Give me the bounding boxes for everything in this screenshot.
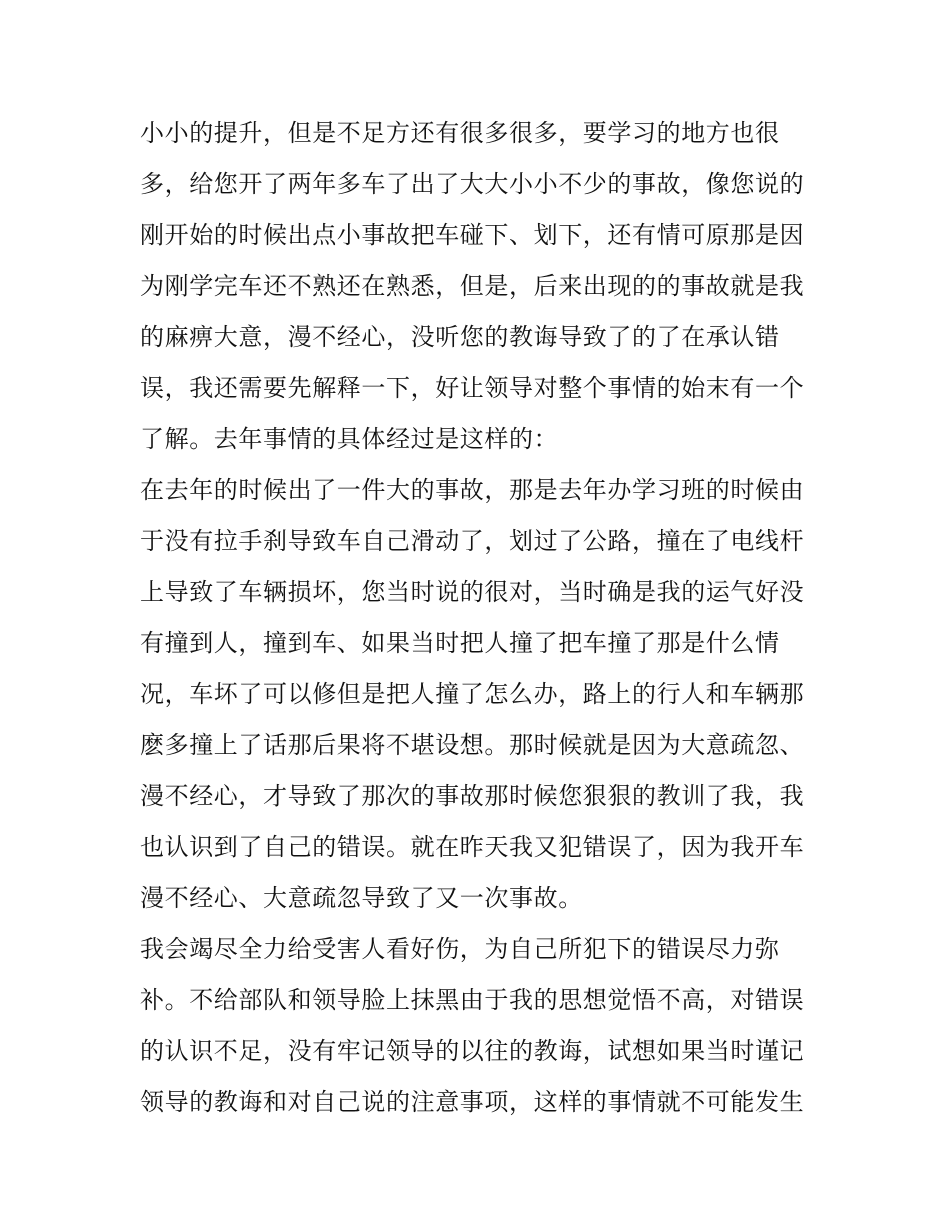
text-line: 上导致了车辆损坏，您当时说的很对，当时确是我的运气好没 <box>140 578 805 606</box>
text-line: 也认识到了自己的错误。就在昨天我又犯错误了，因为我开车 <box>140 833 805 861</box>
text-line: 有撞到人，撞到车、如果当时把人撞了把车撞了那是什么情 <box>140 629 780 657</box>
text-line: 的认识不足，没有牢记领导的以往的教诲，试想如果当时谨记 <box>140 1037 805 1065</box>
text-line: 误，我还需要先解释一下，好让领导对整个事情的始末有一个 <box>140 374 805 402</box>
text-line: 小小的提升，但是不足方还有很多很多，要学习的地方也很 <box>140 119 780 147</box>
document-body <box>140 108 820 1128</box>
text-line: 刚开始的时候出点小事故把车碰下、划下，还有情可原那是因 <box>140 221 805 249</box>
text-line: 领导的教诲和对自己说的注意事项，这样的事情就不可能发生 <box>140 1088 805 1116</box>
text-line: 于没有拉手刹导致车自己滑动了，划过了公路，撞在了电线杆 <box>140 527 805 555</box>
text-line: 况，车坏了可以修但是把人撞了怎么办，路上的行人和车辆那 <box>140 680 805 708</box>
text-line: 麽多撞上了话那后果将不堪设想。那时候就是因为大意疏忽、 <box>140 731 805 759</box>
text-line: 我会竭尽全力给受害人看好伤，为自己所犯下的错误尽力弥 <box>140 935 780 963</box>
text-line: 漫不经心，才导致了那次的事故那时候您狠狠的教训了我，我 <box>140 782 805 810</box>
text-line: 的麻痹大意，漫不经心，没听您的教诲导致了的了在承认错 <box>140 323 780 351</box>
text-line: 了解。去年事情的具体经过是这样的： <box>140 425 559 453</box>
text-line: 为刚学完车还不熟还在熟悉，但是，后来出现的的事故就是我 <box>140 272 805 300</box>
text-line: 多，给您开了两年多车了出了大大小小不少的事故，像您说的 <box>140 170 805 198</box>
text-line: 漫不经心、大意疏忽导致了又一次事故。 <box>140 884 583 912</box>
text-line: 在去年的时候出了一件大的事故，那是去年办学习班的时候由 <box>140 476 805 504</box>
text-line: 补。不给部队和领导脸上抹黑由于我的思想觉悟不高，对错误 <box>140 986 805 1014</box>
